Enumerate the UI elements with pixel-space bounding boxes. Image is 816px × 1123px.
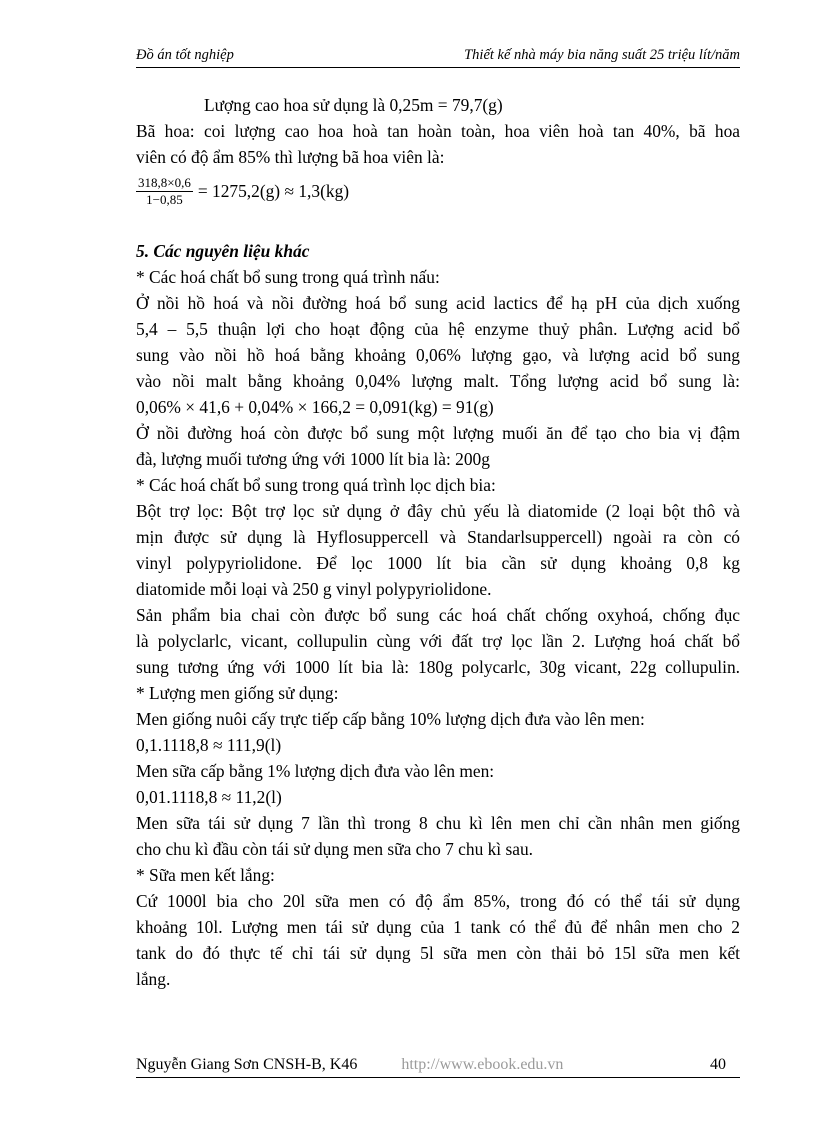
paragraph-line: vào nồi malt bằng khoảng 0,04% lượng malt. Tổng lượng acid bổ sung là:	[136, 371, 740, 391]
paragraph-line: Cứ 1000l bia cho 20l sữa men có độ ẩm 85%, trong đó có thể tái sử dụng	[136, 891, 740, 911]
paragraph-line: Men giống nuôi cấy trực tiếp cấp bằng 10% lượng dịch đưa vào lên men:	[136, 709, 645, 729]
paragraph-line: lắng.	[136, 969, 171, 989]
paragraph-line: * Lượng men giống sử dụng:	[136, 683, 339, 703]
paragraph-line: tank do đó thực tế chỉ tái sử dụng 5l sữa men còn thải bỏ 15l sữa men kết	[136, 943, 740, 963]
paragraph-line: 5,4 – 5,5 thuận lợi cho hoạt động của hệ enzyme thuỷ phân. Lượng acid bổ	[136, 319, 740, 339]
page-header	[136, 47, 740, 67]
page-number: 40	[710, 1056, 726, 1073]
paragraph-line: Bột trợ lọc: Bột trợ lọc sử dụng ở đây chủ yếu là diatomide (2 loại bột thô và	[136, 501, 740, 521]
paragraph-line: Ở nồi hồ hoá và nồi đường hoá bổ sung acid lactics để hạ pH của dịch xuống	[136, 293, 740, 313]
paragraph-line: 0,01.1118,8 ≈ 11,2(l)	[136, 787, 282, 807]
paragraph-line: Men sữa cấp bằng 1% lượng dịch đưa vào lên men:	[136, 761, 495, 781]
paragraph-line: sung tương ứng với 1000 lít bia là: 180g polycarlc, 30g vicant, 22g collupulin.	[136, 657, 740, 677]
hops-used-line: Lượng cao hoa sử dụng là 0,25m = 79,7(g)	[204, 95, 503, 115]
fraction-result: = 1275,2(g) ≈ 1,3(kg)	[197, 180, 350, 201]
paragraph-line: Ở nồi đường hoá còn được bổ sung một lượng muối ăn để tạo cho bia vị đậm	[136, 423, 740, 443]
footer-rule	[136, 1077, 740, 1078]
fraction-numerator: 318,8×0,6	[138, 174, 191, 190]
residue-formula	[136, 170, 740, 212]
paragraph-line: Sản phẩm bia chai còn được bổ sung các hoá chất chống oxyhoá, chống đục	[136, 605, 740, 625]
paragraph-line: Men sữa tái sử dụng 7 lần thì trong 8 chu kì lên men chỉ cần nhân men giống	[136, 813, 740, 833]
paragraph-line: diatomide mỗi loại và 250 g vinyl polypyriolidone.	[136, 579, 492, 599]
header-right-title: Thiết kế nhà máy bia năng suất 25 triệu lít/năm	[464, 47, 740, 63]
paragraph-line: mịn được sử dụng là Hyflosuppercell và Standarlsuppercell) ngoài ra còn có	[136, 527, 740, 547]
paragraph-line: cho chu kì đầu còn tái sử dụng men sữa cho 7 chu kì sau.	[136, 839, 534, 859]
paragraph-line: đà, lượng muối tương ứng với 1000 lít bia là: 200g	[136, 449, 490, 469]
paragraph-line: * Sữa men kết lắng:	[136, 865, 275, 885]
page-body	[136, 92, 740, 992]
header-left-title: Đồ án tốt nghiệp	[136, 47, 234, 63]
footer-url-link[interactable]: http://www.ebook.edu.vn	[401, 1056, 564, 1073]
residue-line: Bã hoa: coi lượng cao hoa hoà tan hoàn toàn, hoa viên hoà tan 40%, bã hoa	[136, 121, 740, 141]
paragraph-line: khoảng 10l. Lượng men tái sử dụng của 1 tank có thể đủ để nhân men cho 2	[136, 917, 740, 937]
fraction	[136, 175, 193, 208]
paragraph-line: * Các hoá chất bổ sung trong quá trình lọc dịch bia:	[136, 475, 496, 495]
paragraph-line: * Các hoá chất bổ sung trong quá trình nấu:	[136, 267, 440, 287]
paragraph-line: sung vào nồi hồ hoá bằng khoảng 0,06% lượng gạo, và lượng acid bổ sung	[136, 345, 740, 365]
paragraph-line: vinyl polypyriolidone. Để lọc 1000 lít bia cần sử dụng khoảng 0,8 kg	[136, 553, 740, 573]
paragraph-line: là polyclarlc, vicant, collupulin cùng với đất trợ lọc lần 2. Lượng hoá chất bổ	[136, 631, 740, 651]
paragraph-line: 0,06% × 41,6 + 0,04% × 166,2 = 0,091(kg) = 91(g)	[136, 397, 494, 417]
paragraph-line: 0,1.1118,8 ≈ 111,9(l)	[136, 735, 282, 755]
section-heading: 5. Các nguyên liệu khác	[136, 241, 310, 261]
header-rule	[136, 67, 740, 68]
page-footer	[136, 1056, 740, 1078]
footer-author: Nguyễn Giang Sơn CNSH-B, K46	[136, 1056, 358, 1073]
fraction-denominator: 1−0,85	[146, 191, 183, 207]
residue-line: viên có độ ẩm 85% thì lượng bã hoa viên là:	[136, 147, 445, 167]
